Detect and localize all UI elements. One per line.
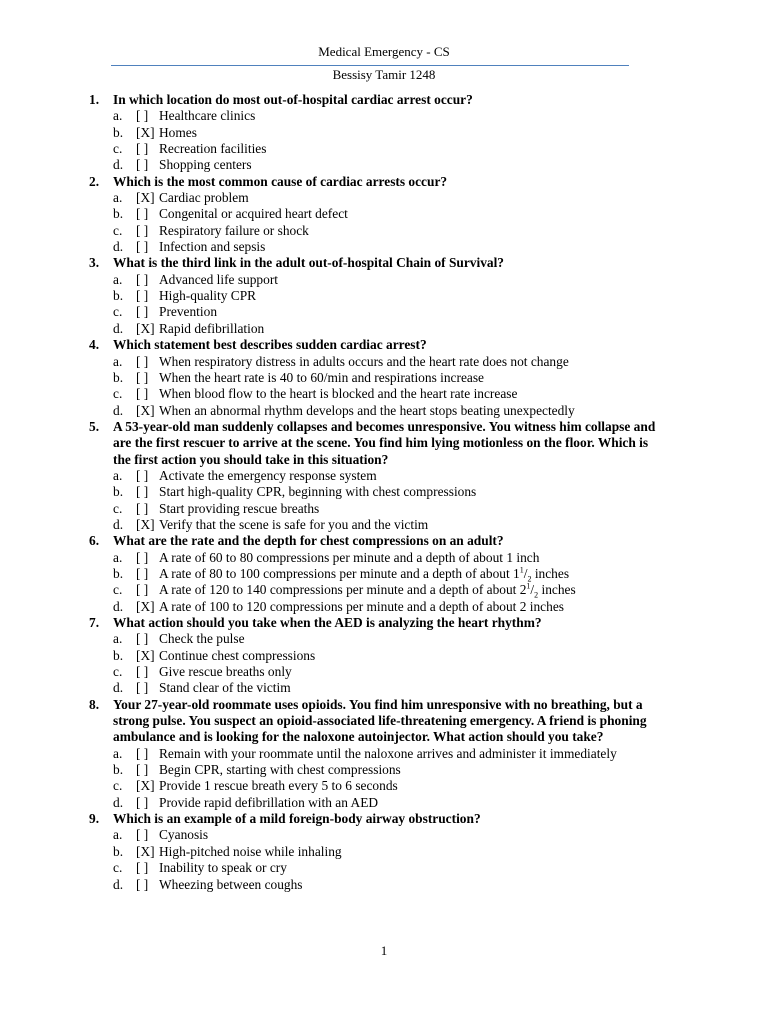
option-checkbox: [ ] bbox=[136, 304, 149, 320]
option-checkbox: [X] bbox=[136, 320, 155, 336]
option-text: Remain with your roommate until the naloxone arrives and administer it immediately bbox=[159, 745, 617, 761]
answer-option bbox=[0, 190, 768, 206]
answer-option bbox=[0, 844, 768, 860]
option-text: Verify that the scene is safe for you and the victim bbox=[159, 516, 429, 532]
option-text: Congenital or acquired heart defect bbox=[159, 206, 348, 222]
option-checkbox: [ ] bbox=[136, 500, 149, 516]
answer-options bbox=[0, 354, 768, 419]
option-checkbox: [ ] bbox=[136, 762, 149, 778]
option-text: A rate of 120 to 140 compressions per minute and a depth of about $2^1/_2$ inches bbox=[159, 581, 576, 600]
fraction-denominator: 2 bbox=[534, 590, 539, 600]
option-text: When the heart rate is 40 to 60/min and respirations increase bbox=[159, 369, 484, 385]
answer-option bbox=[0, 566, 768, 582]
option-letter: d. bbox=[113, 402, 124, 418]
question-item bbox=[0, 811, 768, 893]
option-text: Provide 1 rescue breath every 5 to 6 seconds bbox=[159, 778, 398, 794]
option-letter: d. bbox=[113, 876, 124, 892]
option-text: Homes bbox=[159, 124, 197, 140]
option-letter: c. bbox=[113, 664, 123, 680]
option-checkbox: [ ] bbox=[136, 369, 149, 385]
option-text: A rate of 100 to 120 compressions per minute and a depth of about 2 inches bbox=[159, 598, 564, 614]
question-number: 1. bbox=[89, 92, 100, 107]
option-letter: c. bbox=[113, 582, 123, 598]
answer-option bbox=[0, 778, 768, 794]
option-letter: d. bbox=[113, 680, 124, 696]
option-letter: b. bbox=[113, 206, 124, 222]
answer-option bbox=[0, 746, 768, 762]
option-letter: c. bbox=[113, 778, 123, 794]
option-text: Activate the emergency response system bbox=[159, 467, 377, 483]
option-checkbox: [ ] bbox=[136, 565, 149, 581]
option-checkbox: [ ] bbox=[136, 860, 149, 876]
option-checkbox: [ ] bbox=[136, 745, 149, 761]
option-checkbox: [ ] bbox=[136, 108, 149, 124]
question-item bbox=[0, 697, 768, 811]
question-number: 7. bbox=[89, 615, 100, 630]
answer-options bbox=[0, 272, 768, 337]
question-text: Which is the most common cause of cardiac arrests occur? bbox=[113, 173, 448, 189]
question-text: Which statement best describes sudden cardiac arrest? bbox=[113, 337, 427, 353]
option-letter: b. bbox=[113, 843, 124, 859]
fraction-numerator: 1 bbox=[526, 581, 531, 591]
option-text: Healthcare clinics bbox=[159, 108, 256, 124]
answer-option bbox=[0, 206, 768, 222]
option-text: High-pitched noise while inhaling bbox=[159, 843, 342, 859]
question-text: What is the third link in the adult out-of-hospital Chain of Survival? bbox=[113, 255, 505, 271]
question-number: 4. bbox=[89, 337, 100, 353]
answer-option bbox=[0, 860, 768, 876]
answer-option bbox=[0, 582, 768, 598]
question-number: 5. bbox=[89, 418, 100, 434]
option-text: When blood flow to the heart is blocked and the heart rate increase bbox=[159, 386, 518, 402]
option-letter: a. bbox=[113, 631, 123, 647]
option-text: Stand clear of the victim bbox=[159, 680, 291, 696]
option-checkbox: [ ] bbox=[136, 288, 149, 304]
option-letter: b. bbox=[113, 288, 124, 304]
option-checkbox: [X] bbox=[136, 516, 155, 532]
answer-option bbox=[0, 648, 768, 664]
option-text: Inability to speak or cry bbox=[159, 860, 287, 876]
option-letter: c. bbox=[113, 860, 123, 876]
option-letter: b. bbox=[113, 647, 124, 663]
option-letter: a. bbox=[113, 271, 123, 287]
option-letter: d. bbox=[113, 794, 124, 810]
option-letter: b. bbox=[113, 762, 124, 778]
option-checkbox: [ ] bbox=[136, 271, 149, 287]
option-letter: b. bbox=[113, 124, 124, 140]
answer-option bbox=[0, 680, 768, 696]
answer-option bbox=[0, 288, 768, 304]
option-text-tail: inches bbox=[531, 565, 570, 581]
option-checkbox: [ ] bbox=[136, 157, 149, 173]
option-letter: a. bbox=[113, 745, 123, 761]
answer-option bbox=[0, 501, 768, 517]
fraction-numerator: 1 bbox=[519, 565, 524, 575]
option-letter: a. bbox=[113, 827, 123, 843]
option-checkbox: [X] bbox=[136, 598, 155, 614]
answer-options bbox=[0, 108, 768, 173]
answer-option bbox=[0, 468, 768, 484]
question-list bbox=[0, 92, 768, 893]
option-letter: d. bbox=[113, 598, 124, 614]
option-letter: a. bbox=[113, 549, 123, 565]
option-text: Cyanosis bbox=[159, 827, 209, 843]
option-text: Check the pulse bbox=[159, 631, 245, 647]
option-checkbox: [ ] bbox=[136, 680, 149, 696]
option-checkbox: [X] bbox=[136, 402, 155, 418]
question-item bbox=[0, 533, 768, 615]
answer-options bbox=[0, 550, 768, 615]
question-text: In which location do most out-of-hospital cardiac arrest occur? bbox=[113, 92, 473, 107]
option-checkbox: [ ] bbox=[136, 549, 149, 565]
answer-option bbox=[0, 272, 768, 288]
option-letter: a. bbox=[113, 353, 123, 369]
answer-option bbox=[0, 354, 768, 370]
fraction-denominator: 2 bbox=[527, 574, 532, 584]
question-text: Your 27-year-old roommate uses opioids. You find him unresponsive with no breathing, but a strong pulse. You suspect an opioid-associated life-threatening emergency. A friend is phoning ambulance and is looking for the naloxone autoinjector. What action should you take? bbox=[113, 696, 647, 745]
option-letter: d. bbox=[113, 157, 124, 173]
answer-option bbox=[0, 827, 768, 843]
option-letter: a. bbox=[113, 108, 123, 124]
option-text: Continue chest compressions bbox=[159, 647, 316, 663]
question-number: 8. bbox=[89, 696, 100, 712]
answer-option bbox=[0, 877, 768, 893]
option-checkbox: [ ] bbox=[136, 582, 149, 598]
option-text-lead: A rate of 80 to 100 compressions per minute and a depth of about 1 bbox=[159, 565, 520, 581]
option-text: Provide rapid defibrillation with an AED bbox=[159, 794, 379, 810]
answer-option bbox=[0, 517, 768, 533]
answer-option bbox=[0, 386, 768, 402]
option-checkbox: [ ] bbox=[136, 467, 149, 483]
option-checkbox: [X] bbox=[136, 124, 155, 140]
option-text: Infection and sepsis bbox=[159, 239, 266, 255]
question-item bbox=[0, 174, 768, 256]
answer-option bbox=[0, 223, 768, 239]
option-text: Recreation facilities bbox=[159, 141, 267, 157]
question-text: What are the rate and the depth for chest compressions on an adult? bbox=[113, 533, 504, 549]
answer-option bbox=[0, 550, 768, 566]
option-checkbox: [ ] bbox=[136, 141, 149, 157]
option-checkbox: [ ] bbox=[136, 222, 149, 238]
question-item bbox=[0, 337, 768, 419]
option-text: Cardiac problem bbox=[159, 190, 249, 206]
option-text: Prevention bbox=[159, 304, 218, 320]
question-text: A 53-year-old man suddenly collapses and becomes unresponsive. You witness him collapse and are the first rescuer to arrive at the scene. You find him lying motionless on the floor. Which is the first action you should take in this situation? bbox=[113, 418, 656, 467]
answer-option bbox=[0, 304, 768, 320]
option-text: Advanced life support bbox=[159, 271, 278, 287]
option-checkbox: [ ] bbox=[136, 664, 149, 680]
answer-option bbox=[0, 762, 768, 778]
option-checkbox: [X] bbox=[136, 843, 155, 859]
option-text: Begin CPR, starting with chest compressions bbox=[159, 762, 401, 778]
document-author: Bessisy Tamir 1248 bbox=[332, 67, 436, 82]
option-text: Shopping centers bbox=[159, 157, 252, 173]
option-letter: a. bbox=[113, 467, 123, 483]
answer-option bbox=[0, 141, 768, 157]
option-checkbox: [ ] bbox=[136, 631, 149, 647]
page-number: 1 bbox=[380, 943, 388, 958]
option-text-tail: inches bbox=[538, 582, 576, 598]
option-letter: d. bbox=[113, 239, 124, 255]
option-checkbox: [X] bbox=[136, 190, 155, 206]
option-checkbox: [ ] bbox=[136, 386, 149, 402]
answer-option bbox=[0, 157, 768, 173]
option-text-lead: A rate of 120 to 140 compressions per minute and a depth of about 2 bbox=[159, 582, 527, 598]
question-text: Which is an example of a mild foreign-body airway obstruction? bbox=[113, 811, 481, 827]
question-number: 6. bbox=[89, 533, 100, 549]
option-letter: c. bbox=[113, 141, 123, 157]
option-checkbox: [ ] bbox=[136, 484, 149, 500]
option-checkbox: [ ] bbox=[136, 827, 149, 843]
question-item bbox=[0, 255, 768, 337]
answer-option bbox=[0, 239, 768, 255]
option-checkbox: [ ] bbox=[136, 794, 149, 810]
question-item bbox=[0, 615, 768, 697]
option-text: Start high-quality CPR, beginning with chest compressions bbox=[159, 484, 477, 500]
option-checkbox: [ ] bbox=[136, 876, 149, 892]
answer-option bbox=[0, 484, 768, 500]
option-letter: c. bbox=[113, 222, 123, 238]
answer-option bbox=[0, 631, 768, 647]
answer-options bbox=[0, 468, 768, 533]
answer-option bbox=[0, 108, 768, 124]
option-letter: c. bbox=[113, 500, 123, 516]
question-text: What action should you take when the AED is analyzing the heart rhythm? bbox=[113, 615, 542, 630]
answer-options bbox=[0, 631, 768, 696]
option-text: Rapid defibrillation bbox=[159, 320, 265, 336]
option-text: When an abnormal rhythm develops and the heart stops beating unexpectedly bbox=[159, 402, 575, 418]
answer-options bbox=[0, 827, 768, 892]
option-letter: c. bbox=[113, 386, 123, 402]
option-letter: b. bbox=[113, 369, 124, 385]
header-divider bbox=[111, 65, 629, 66]
option-letter: b. bbox=[113, 565, 124, 581]
option-letter: b. bbox=[113, 484, 124, 500]
option-checkbox: [ ] bbox=[136, 353, 149, 369]
answer-options bbox=[0, 190, 768, 255]
option-text: A rate of 80 to 100 compressions per minute and a depth of about $1^1/_2$ inches bbox=[159, 565, 570, 584]
question-number: 2. bbox=[89, 173, 100, 189]
option-checkbox: [ ] bbox=[136, 239, 149, 255]
answer-option bbox=[0, 125, 768, 141]
question-item bbox=[0, 419, 768, 533]
option-letter: d. bbox=[113, 320, 124, 336]
option-letter: a. bbox=[113, 190, 123, 206]
option-text: A rate of 60 to 80 compressions per minute and a depth of about 1 inch bbox=[159, 549, 540, 565]
answer-option bbox=[0, 599, 768, 615]
option-checkbox: [X] bbox=[136, 647, 155, 663]
answer-option bbox=[0, 370, 768, 386]
question-item bbox=[0, 92, 768, 174]
option-letter: c. bbox=[113, 304, 123, 320]
answer-option bbox=[0, 321, 768, 337]
option-checkbox: [X] bbox=[136, 778, 155, 794]
option-checkbox: [ ] bbox=[136, 206, 149, 222]
question-number: 3. bbox=[89, 255, 100, 271]
option-letter: d. bbox=[113, 516, 124, 532]
option-text: Start providing rescue breaths bbox=[159, 500, 320, 516]
option-text: Respiratory failure or shock bbox=[159, 222, 309, 238]
answer-options bbox=[0, 746, 768, 811]
option-text: Wheezing between coughs bbox=[159, 876, 303, 892]
answer-option bbox=[0, 664, 768, 680]
option-text: When respiratory distress in adults occurs and the heart rate does not change bbox=[159, 353, 569, 369]
answer-option bbox=[0, 403, 768, 419]
option-text: Give rescue breaths only bbox=[159, 664, 292, 680]
option-text: High-quality CPR bbox=[159, 288, 257, 304]
question-number: 9. bbox=[89, 811, 100, 827]
document-title: Medical Emergency - CS bbox=[318, 44, 450, 59]
answer-option bbox=[0, 795, 768, 811]
